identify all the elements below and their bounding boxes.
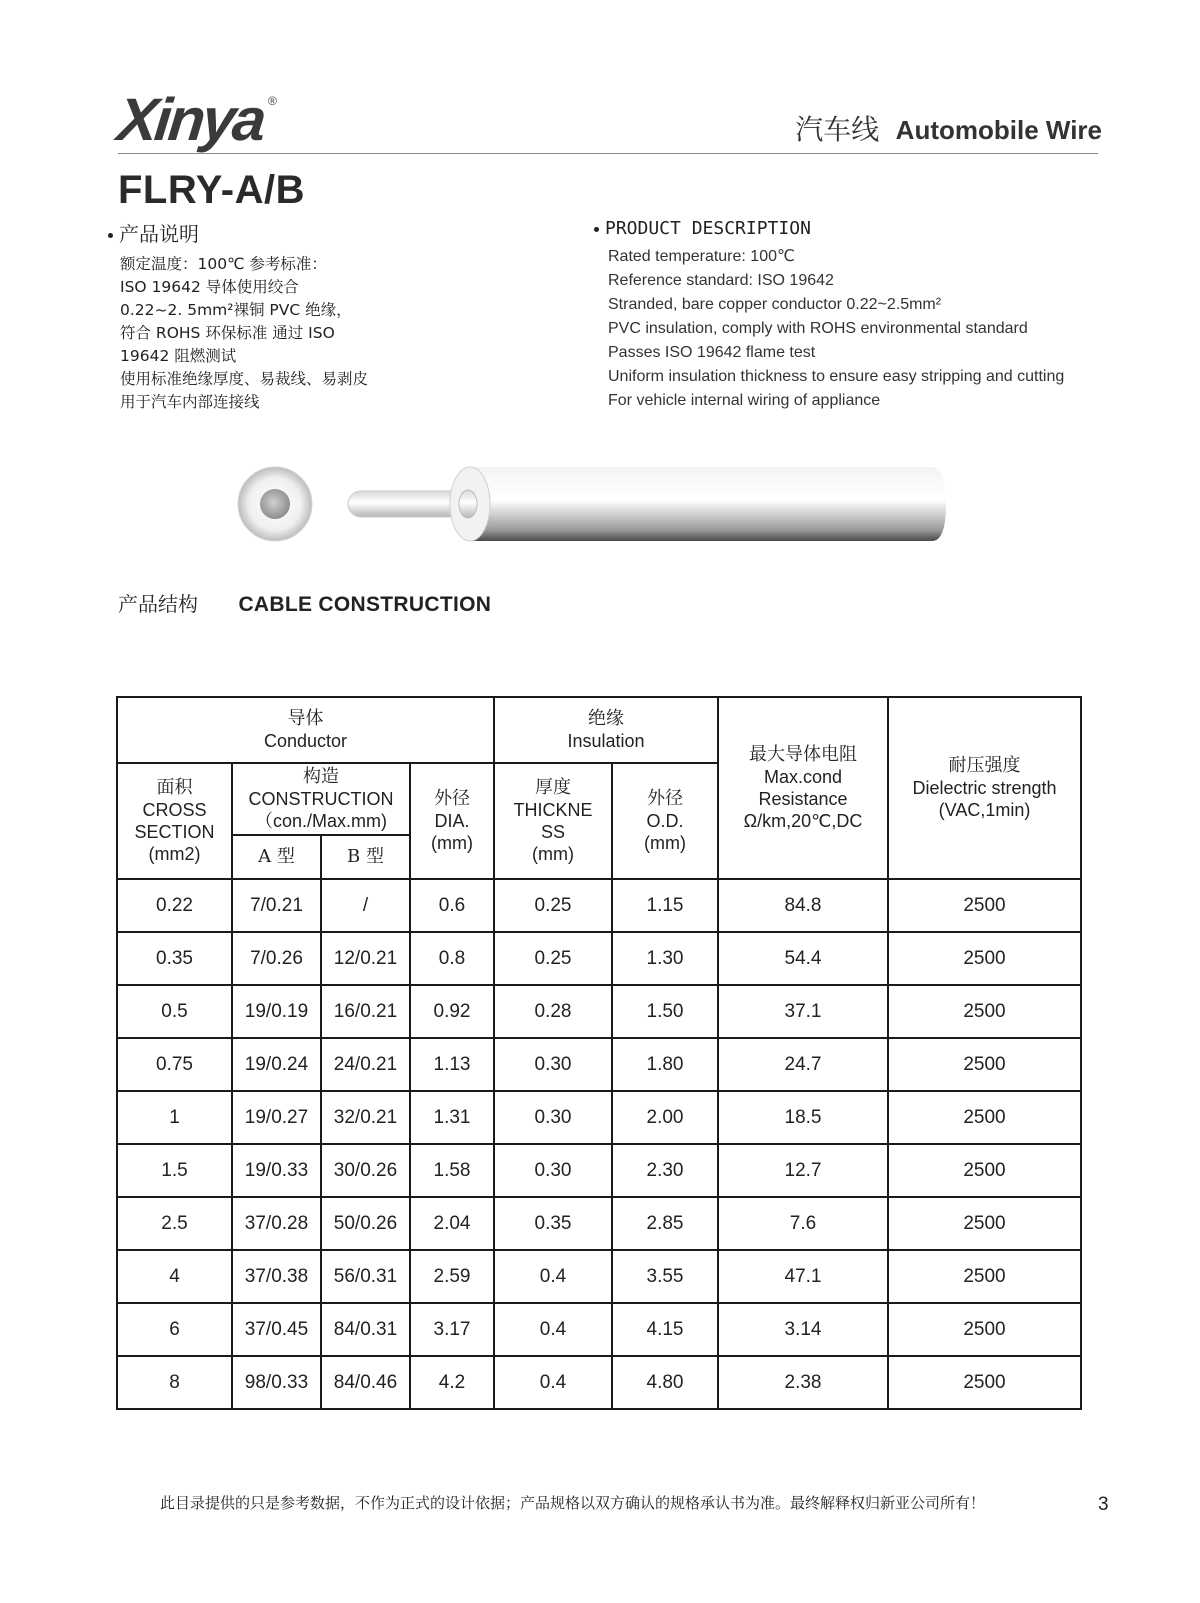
diameter-cell: 4.2 [410,1356,494,1409]
dielectric-cell: 2500 [888,932,1081,985]
product-description-en [594,218,1154,413]
wire-side-view [348,467,946,541]
resistance-cell: 3.14 [718,1303,888,1356]
resistance-cell: 2.38 [718,1356,888,1409]
resistance-cell: 84.8 [718,879,888,932]
description-line-en: PVC insulation, comply with ROHS environmental standard [608,320,1028,337]
table-row [117,1091,1081,1144]
outer-diameter-cell: 3.55 [612,1250,718,1303]
description-line-en: Passes ISO 19642 flame test [608,344,816,361]
construction-table [116,696,1082,1410]
cross-section-cell: 0.22 [117,879,232,932]
resistance-cell: 37.1 [718,985,888,1038]
section-title-cn: 产品结构 [118,592,198,616]
type-a-cell: 19/0.19 [232,985,321,1038]
thickness-cell: 0.30 [494,1038,612,1091]
outer-diameter-cell: 1.30 [612,932,718,985]
outer-diameter-cell: 4.80 [612,1356,718,1409]
dielectric-header: 耐压强度 Dielectric strength (VAC,1min) [888,697,1081,879]
page-number: 3 [1098,1494,1109,1515]
dielectric-cell: 2500 [888,879,1081,932]
outer-diameter-cell: 1.80 [612,1038,718,1091]
type-b-cell: 50/0.26 [321,1197,410,1250]
diameter-cell: 2.59 [410,1250,494,1303]
cross-section-header: 面积 CROSS SECTION (mm2) [117,763,232,879]
diameter-cell: 0.6 [410,879,494,932]
wire-illustration [230,460,960,550]
dielectric-cell: 2500 [888,1091,1081,1144]
cross-section-cell: 0.5 [117,985,232,1038]
dielectric-cell: 2500 [888,1303,1081,1356]
insulation-header: 绝缘 Insulation [494,697,718,763]
bullet-icon [594,227,599,232]
conductor-header: 导体 Conductor [117,697,494,763]
description-line-en: Rated temperature: 100℃ [608,248,795,265]
outer-diameter-cell: 1.50 [612,985,718,1038]
diameter-cell: 1.31 [410,1091,494,1144]
thickness-cell: 0.25 [494,879,612,932]
outer-diameter-cell: 2.00 [612,1091,718,1144]
outer-diameter-cell: 1.15 [612,879,718,932]
dielectric-cell: 2500 [888,1250,1081,1303]
resistance-cell: 18.5 [718,1091,888,1144]
thickness-header: 厚度 THICKNE SS (mm) [494,763,612,879]
cross-section-cell: 1 [117,1091,232,1144]
model-title: FLRY-A/B [118,168,305,212]
section-title-en: CABLE CONSTRUCTION [238,593,492,616]
outer-diameter-cell: 2.85 [612,1197,718,1250]
type-b-cell: 16/0.21 [321,985,410,1038]
type-a-cell: 98/0.33 [232,1356,321,1409]
type-a-header: A 型 [232,835,321,879]
table-row [117,932,1081,985]
diameter-cell: 0.8 [410,932,494,985]
registered-mark: ® [268,94,277,108]
thickness-cell: 0.28 [494,985,612,1038]
thickness-cell: 0.30 [494,1091,612,1144]
description-line-cn: ISO 19642 导体使用绞合 [120,278,299,296]
description-line-cn: 0.22~2. 5mm²裸铜 PVC 绝缘， [120,301,352,319]
cross-section-cell: 8 [117,1356,232,1409]
description-heading-en: PRODUCT DESCRIPTION [594,218,1154,239]
brand-logo-text: Xinya [114,86,267,153]
bullet-icon [108,233,113,238]
type-b-cell: 84/0.31 [321,1303,410,1356]
diameter-header: 外径 DIA. (mm) [410,763,494,879]
description-line-cn: 使用标准绝缘厚度、易裁线、易剥皮 [120,370,369,388]
description-line-cn: 额定温度：100℃ 参考标准： [120,255,327,273]
header-divider [118,153,1098,154]
header-title-en: Automobile Wire [895,115,1102,145]
description-line-en: Uniform insulation thickness to ensure easy stripping and cutting [608,368,1065,385]
cross-section-cell: 0.35 [117,932,232,985]
resistance-cell: 47.1 [718,1250,888,1303]
type-a-cell: 7/0.26 [232,932,321,985]
type-a-cell: 19/0.33 [232,1144,321,1197]
resistance-cell: 24.7 [718,1038,888,1091]
outer-diameter-cell: 4.15 [612,1303,718,1356]
table-row [117,1197,1081,1250]
type-a-cell: 19/0.24 [232,1038,321,1091]
type-b-cell: 30/0.26 [321,1144,410,1197]
table-row [117,1250,1081,1303]
resistance-header: 最大导体电阻 Max.cond Resistance Ω/km,20℃,DC [718,697,888,879]
footer-disclaimer: 此目录提供的只是参考数据，不作为正式的设计依据；产品规格以双方确认的规格承认书为准。最终解释权归新亚公司所有！ [160,1494,986,1512]
outer-diameter-header: 外径 O.D. (mm) [612,763,718,879]
type-b-cell: 84/0.46 [321,1356,410,1409]
table-row [117,1303,1081,1356]
description-heading-cn: 产品说明 [108,218,528,247]
diameter-cell: 2.04 [410,1197,494,1250]
table-row [117,1356,1081,1409]
description-line-en: Stranded, bare copper conductor 0.22~2.5mm² [608,296,942,313]
type-b-cell: 12/0.21 [321,932,410,985]
resistance-cell: 54.4 [718,932,888,985]
thickness-cell: 0.25 [494,932,612,985]
table-row [117,879,1081,932]
type-a-cell: 37/0.28 [232,1197,321,1250]
construction-header: 构造 CONSTRUCTION （con./Max.mm) [232,763,410,835]
table-row [117,1038,1081,1091]
type-a-cell: 37/0.45 [232,1303,321,1356]
brand-logo [114,86,288,153]
page-header-title [795,108,1102,148]
dielectric-cell: 2500 [888,1197,1081,1250]
thickness-cell: 0.4 [494,1356,612,1409]
dielectric-cell: 2500 [888,1356,1081,1409]
thickness-cell: 0.35 [494,1197,612,1250]
wire-cross-section [238,467,312,541]
header-row-group [117,697,1081,763]
type-b-cell: / [321,879,410,932]
section-title [118,588,491,617]
cross-section-cell: 1.5 [117,1144,232,1197]
product-description-cn [108,218,528,414]
type-a-cell: 7/0.21 [232,879,321,932]
description-line-cn: 符合 ROHS 环保标准 通过 ISO [120,324,335,342]
diameter-cell: 1.58 [410,1144,494,1197]
type-b-header: B 型 [321,835,410,879]
resistance-cell: 7.6 [718,1197,888,1250]
dielectric-cell: 2500 [888,985,1081,1038]
diameter-cell: 3.17 [410,1303,494,1356]
diameter-cell: 1.13 [410,1038,494,1091]
type-a-cell: 37/0.38 [232,1250,321,1303]
type-b-cell: 32/0.21 [321,1091,410,1144]
thickness-cell: 0.30 [494,1144,612,1197]
description-line-cn: 用于汽车内部连接线 [120,393,260,411]
type-b-cell: 24/0.21 [321,1038,410,1091]
diameter-cell: 0.92 [410,985,494,1038]
type-a-cell: 19/0.27 [232,1091,321,1144]
description-line-en: For vehicle internal wiring of appliance [608,392,881,409]
dielectric-cell: 2500 [888,1144,1081,1197]
table-row [117,1144,1081,1197]
dielectric-cell: 2500 [888,1038,1081,1091]
type-b-cell: 56/0.31 [321,1250,410,1303]
table-row [117,985,1081,1038]
thickness-cell: 0.4 [494,1303,612,1356]
outer-diameter-cell: 2.30 [612,1144,718,1197]
header-title-cn: 汽车线 [795,113,880,146]
cross-section-cell: 4 [117,1250,232,1303]
resistance-cell: 12.7 [718,1144,888,1197]
description-line-en: Reference standard: ISO 19642 [608,272,834,289]
description-line-cn: 19642 阻燃测试 [120,347,237,365]
cross-section-cell: 0.75 [117,1038,232,1091]
thickness-cell: 0.4 [494,1250,612,1303]
cross-section-cell: 2.5 [117,1197,232,1250]
cross-section-cell: 6 [117,1303,232,1356]
